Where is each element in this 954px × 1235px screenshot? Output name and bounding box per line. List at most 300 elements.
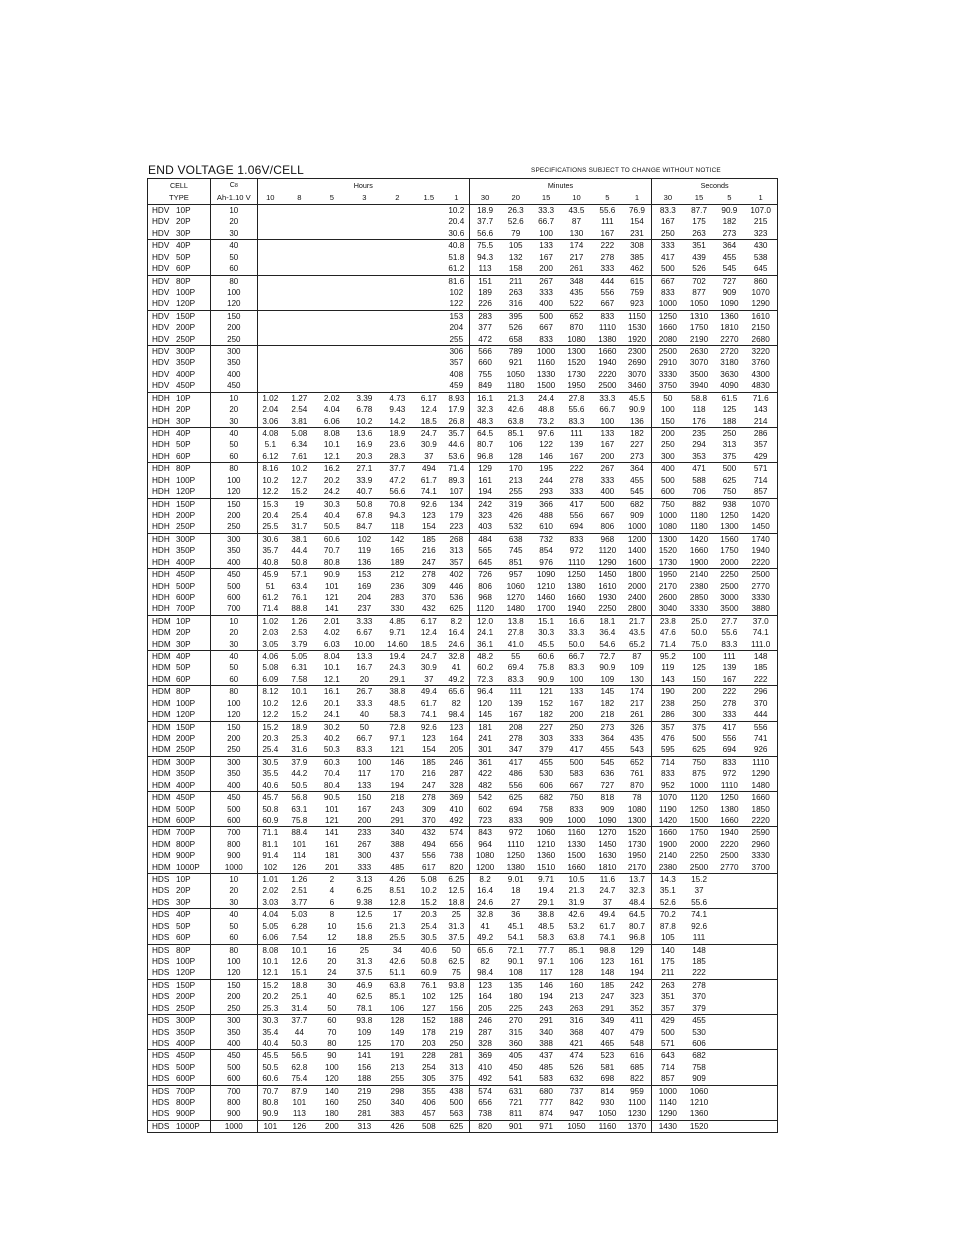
value-cell: 191 bbox=[381, 1050, 414, 1062]
value-cell: 1660 bbox=[652, 322, 684, 333]
value-cell: 500 bbox=[692, 733, 706, 743]
value-cell: 81.1 bbox=[257, 839, 283, 850]
value-cell: 149 bbox=[390, 1027, 405, 1037]
value-cell: 90.9 bbox=[257, 1108, 283, 1120]
cell-model: HDH bbox=[152, 475, 170, 485]
cell-size: 350P bbox=[176, 769, 196, 779]
value-cell: 12.6 bbox=[291, 698, 308, 708]
value-cell: 113 bbox=[292, 1109, 306, 1119]
value-cell: 10.2 bbox=[283, 463, 316, 475]
value-cell: 57.1 bbox=[283, 569, 316, 581]
value-cell: 175 bbox=[692, 217, 706, 227]
table-row bbox=[148, 897, 778, 909]
ah-header: Ah-1.10 V bbox=[210, 192, 257, 205]
value-cell bbox=[381, 263, 414, 275]
value-cell: 185 bbox=[414, 756, 444, 768]
value-cell: 6.12 bbox=[257, 451, 283, 463]
value-cell: 156 bbox=[449, 1003, 464, 1013]
value-cell: 32.8 bbox=[444, 651, 470, 663]
value-cell: 455 bbox=[684, 1015, 715, 1027]
value-cell: 167 bbox=[600, 440, 615, 450]
cell-type bbox=[148, 780, 211, 792]
value-cell: 930 bbox=[600, 1098, 615, 1108]
value-cell: 37 bbox=[424, 451, 434, 461]
value-cell: 70.7 bbox=[257, 1085, 283, 1097]
value-cell bbox=[283, 252, 316, 263]
value-cell: 1950 bbox=[627, 851, 647, 861]
value-cell bbox=[744, 967, 777, 979]
capacity-cell: 400 bbox=[210, 369, 257, 380]
value-cell: 87.9 bbox=[283, 1085, 316, 1097]
value-cell: 556 bbox=[722, 733, 737, 743]
value-cell: 48.5 bbox=[538, 921, 555, 931]
value-cell: 15.2 bbox=[684, 874, 715, 886]
value-cell: 369 bbox=[469, 1050, 500, 1062]
value-cell: 2.03 bbox=[257, 627, 283, 638]
table-row bbox=[148, 252, 778, 263]
value-cell: 759 bbox=[630, 287, 644, 297]
value-cell: 50.5 bbox=[323, 522, 340, 532]
value-cell: 25.3 bbox=[291, 733, 308, 743]
value-cell: 255 bbox=[390, 1074, 405, 1084]
value-cell: 3040 bbox=[652, 603, 684, 615]
value-cell: 129 bbox=[469, 463, 500, 475]
cell-size: 40P bbox=[176, 652, 191, 662]
value-cell: 417 bbox=[652, 252, 684, 263]
value-cell: 25 bbox=[444, 909, 470, 921]
value-cell bbox=[348, 252, 381, 263]
value-cell bbox=[714, 885, 744, 896]
value-cell: 1110 bbox=[744, 756, 777, 768]
cell-model: HDV bbox=[152, 206, 170, 215]
value-cell: 154 bbox=[421, 522, 436, 532]
cell-model: HDS bbox=[152, 1121, 170, 1131]
cell-size: 300P bbox=[176, 1016, 196, 1026]
value-cell: 18 bbox=[511, 886, 521, 896]
value-cell: 617 bbox=[421, 862, 436, 872]
value-cell bbox=[348, 263, 381, 275]
value-cell: 10.1 bbox=[323, 663, 340, 673]
value-cell bbox=[257, 252, 283, 263]
value-cell: 74.1 bbox=[420, 487, 437, 497]
value-cell: 66.7 bbox=[599, 405, 616, 415]
capacity-cell: 30 bbox=[210, 897, 257, 909]
value-cell: 35.7 bbox=[444, 428, 470, 440]
value-cell: 1160 bbox=[537, 358, 555, 368]
value-cell: 8.04 bbox=[316, 651, 348, 663]
value-cell bbox=[744, 1050, 777, 1062]
capacity-cell: 250 bbox=[210, 521, 257, 533]
value-cell: 854 bbox=[539, 546, 553, 556]
value-cell: 80.8 bbox=[323, 557, 340, 567]
hour_cols-col-header: 10 bbox=[257, 192, 283, 205]
capacity-cell: 300 bbox=[210, 346, 257, 358]
value-cell: 255 bbox=[508, 487, 523, 497]
value-cell: 40.4 bbox=[323, 510, 340, 520]
cell-model: HDS bbox=[152, 1003, 170, 1013]
value-cell: 556 bbox=[600, 287, 615, 297]
value-cell bbox=[744, 1097, 777, 1108]
value-cell: 26.7 bbox=[348, 686, 381, 698]
capacity-cell: 20 bbox=[210, 627, 257, 638]
value-cell: 833 bbox=[592, 310, 623, 322]
value-cell: 53.6 bbox=[448, 451, 465, 461]
value-cell: 694 bbox=[722, 745, 737, 755]
value-cell: 203 bbox=[421, 1038, 436, 1048]
value-cell: 300 bbox=[652, 451, 684, 463]
value-cell: 143 bbox=[652, 674, 684, 686]
cell-type bbox=[148, 569, 211, 581]
cell-size: 300P bbox=[176, 347, 196, 357]
value-cell: 170 bbox=[500, 463, 531, 475]
value-cell: 574 bbox=[469, 1085, 500, 1097]
value-cell: 2500 bbox=[720, 581, 739, 591]
value-cell: 3.77 bbox=[291, 897, 308, 907]
value-cell: 30.9 bbox=[420, 440, 437, 450]
value-cell: 2770 bbox=[720, 862, 739, 872]
value-cell: 952 bbox=[652, 780, 684, 792]
value-cell: 182 bbox=[722, 217, 737, 227]
value-cell: 33.9 bbox=[356, 475, 373, 485]
value-cell: 777 bbox=[539, 1098, 553, 1108]
cell-model: HDH bbox=[152, 510, 170, 520]
value-cell: 479 bbox=[630, 1027, 644, 1037]
value-cell: 130 bbox=[630, 674, 644, 684]
value-cell bbox=[414, 287, 444, 298]
value-cell bbox=[348, 346, 381, 358]
value-cell: 328 bbox=[449, 780, 464, 790]
value-cell: 1630 bbox=[598, 851, 617, 861]
type-header: TYPE bbox=[148, 192, 211, 205]
cell-type bbox=[148, 592, 211, 603]
value-cell: 90.9 bbox=[629, 405, 645, 415]
value-cell: 1290 bbox=[751, 299, 770, 309]
value-cell: 4300 bbox=[751, 369, 770, 379]
hour_cols-col-header: 2 bbox=[381, 192, 414, 205]
cell-model: HDS bbox=[152, 1074, 170, 1084]
value-cell: 37.7 bbox=[381, 463, 414, 475]
value-cell: 38.8 bbox=[531, 909, 561, 921]
value-cell: 411 bbox=[623, 1015, 652, 1027]
value-cell: 323 bbox=[753, 228, 768, 238]
value-cell: 80.4 bbox=[323, 780, 340, 790]
value-cell: 121 bbox=[531, 686, 561, 698]
value-cell: 21.3 bbox=[500, 392, 531, 404]
value-cell: 7.61 bbox=[291, 451, 308, 461]
table-row bbox=[148, 744, 778, 756]
cell-type bbox=[148, 451, 211, 463]
value-cell: 313 bbox=[348, 1120, 381, 1132]
value-cell: 247 bbox=[421, 780, 436, 790]
value-cell: 12.4 bbox=[420, 405, 437, 415]
value-cell: 152 bbox=[414, 1015, 444, 1027]
table-row bbox=[148, 979, 778, 991]
value-cell: 200 bbox=[684, 686, 715, 698]
value-cell: 106 bbox=[569, 957, 584, 966]
value-cell: 44.6 bbox=[448, 440, 465, 450]
cell-model: HDV bbox=[152, 241, 170, 251]
capacity-cell: 700 bbox=[210, 1085, 257, 1097]
value-cell: 1180 bbox=[690, 522, 708, 532]
value-cell: 83.3 bbox=[507, 674, 524, 684]
value-cell: 24.7 bbox=[414, 428, 444, 440]
value-cell: 714 bbox=[652, 1062, 684, 1073]
value-cell: 429 bbox=[652, 1015, 684, 1027]
value-cell: 333 bbox=[569, 733, 584, 743]
cell-size: 250P bbox=[176, 522, 196, 532]
value-cell: 16.4 bbox=[469, 885, 500, 896]
value-cell: 31.7 bbox=[291, 522, 308, 532]
value-cell: 98.4 bbox=[469, 967, 500, 979]
value-cell: 1090 bbox=[720, 299, 739, 309]
value-cell: 49.2 bbox=[448, 674, 465, 684]
value-cell: 181 bbox=[469, 721, 500, 733]
value-cell: 32.3 bbox=[469, 404, 500, 415]
value-cell: 188 bbox=[722, 416, 737, 426]
value-cell: 30.6 bbox=[448, 228, 465, 238]
cell-size: 100P bbox=[176, 287, 196, 297]
value-cell: 294 bbox=[692, 440, 706, 450]
table-row bbox=[148, 357, 778, 368]
value-cell: 526 bbox=[569, 1062, 584, 1072]
value-cell: 18.9 bbox=[283, 721, 316, 733]
value-cell: 1460 bbox=[536, 592, 556, 602]
cell-size: 150P bbox=[176, 722, 196, 732]
value-cell: 48.3 bbox=[469, 416, 500, 428]
value-cell: 254 bbox=[421, 1062, 436, 1072]
value-cell: 194 bbox=[469, 486, 500, 498]
value-cell: 72.1 bbox=[500, 944, 531, 956]
value-cell: 58.3 bbox=[538, 933, 555, 943]
value-cell: 205 bbox=[469, 1003, 500, 1015]
cell-model: HDS bbox=[152, 933, 170, 943]
value-cell: 296 bbox=[744, 686, 777, 698]
value-cell: 180 bbox=[325, 1109, 339, 1119]
value-cell: 40.6 bbox=[414, 944, 444, 956]
value-cell: 25.0 bbox=[684, 615, 715, 627]
value-cell: 968 bbox=[469, 592, 500, 603]
value-cell: 268 bbox=[444, 533, 470, 545]
capacity-cell: 400 bbox=[210, 557, 257, 569]
value-cell: 2000 bbox=[689, 839, 709, 849]
cell-size: 250P bbox=[176, 334, 196, 344]
capacity-cell: 40 bbox=[210, 909, 257, 921]
cell-type bbox=[148, 897, 211, 909]
cell-size: 350P bbox=[176, 1027, 196, 1037]
cell-model: HDS bbox=[152, 1109, 170, 1119]
value-cell: 882 bbox=[684, 498, 715, 510]
value-cell: 375 bbox=[449, 1074, 464, 1084]
value-cell: 48.8 bbox=[538, 405, 555, 415]
value-cell: 83.3 bbox=[721, 639, 738, 649]
value-cell bbox=[381, 240, 414, 252]
value-cell: 40.7 bbox=[356, 487, 373, 497]
cell-size: 900P bbox=[176, 1109, 196, 1119]
cell-size: 700P bbox=[176, 604, 196, 614]
cell-type bbox=[148, 815, 211, 827]
value-cell: 750 bbox=[652, 498, 684, 510]
value-cell: 128 bbox=[381, 1015, 414, 1027]
cell-size: 150P bbox=[176, 311, 196, 321]
value-cell: 14.2 bbox=[389, 416, 406, 426]
value-cell: 200 bbox=[652, 428, 684, 440]
value-cell: 3460 bbox=[627, 381, 647, 391]
cell-size: 10P bbox=[176, 875, 191, 885]
value-cell: 76.1 bbox=[414, 979, 444, 991]
cell-type bbox=[148, 392, 211, 404]
value-cell: 571 bbox=[652, 1038, 684, 1050]
value-cell: 2.53 bbox=[291, 628, 308, 638]
value-cell: 174 bbox=[561, 240, 592, 252]
table-row bbox=[148, 1085, 778, 1097]
table-row bbox=[148, 545, 778, 556]
cell-size: 40P bbox=[176, 241, 191, 251]
value-cell: 27.8 bbox=[507, 628, 524, 638]
value-cell: 114 bbox=[292, 851, 306, 861]
value-cell: 370 bbox=[692, 992, 706, 1002]
value-cell: 50.5 bbox=[257, 1062, 283, 1073]
value-cell: 60.6 bbox=[531, 651, 561, 663]
value-cell: 4 bbox=[329, 886, 335, 896]
value-cell: 3070 bbox=[689, 358, 709, 368]
cell-model: HDM bbox=[152, 851, 171, 861]
value-cell: 1730 bbox=[567, 369, 586, 379]
cell-type bbox=[148, 932, 211, 944]
value-cell: 291 bbox=[600, 1003, 615, 1013]
spec-notice: SPECIFICATIONS SUBJECT TO CHANGE WITHOUT NOTICE bbox=[531, 167, 721, 174]
value-cell: 139 bbox=[508, 698, 523, 708]
value-cell: 2250 bbox=[714, 569, 744, 581]
value-cell bbox=[744, 932, 777, 944]
cell-size: 10P bbox=[176, 616, 191, 626]
value-cell bbox=[257, 275, 283, 287]
value-cell: 548 bbox=[630, 1038, 644, 1048]
cell-type bbox=[148, 744, 211, 756]
capacity-cell: 800 bbox=[210, 1097, 257, 1108]
cell-type bbox=[148, 1050, 211, 1062]
value-cell: 91.4 bbox=[257, 850, 283, 861]
value-cell: 150 bbox=[692, 674, 706, 684]
value-cell: 49.4 bbox=[592, 909, 623, 921]
value-cell: 5.03 bbox=[283, 909, 316, 921]
value-cell: 263 bbox=[569, 1003, 584, 1013]
capacity-cell: 100 bbox=[210, 287, 257, 298]
value-cell: 52.6 bbox=[652, 897, 684, 909]
value-cell: 1.02 bbox=[257, 615, 283, 627]
value-cell: 402 bbox=[444, 569, 470, 581]
cell-size: 200P bbox=[176, 323, 196, 333]
value-cell: 70 bbox=[327, 1027, 337, 1037]
capacity-cell: 40 bbox=[210, 651, 257, 663]
value-cell: 1730 bbox=[627, 839, 647, 849]
value-cell: 1100 bbox=[628, 1098, 646, 1108]
value-cell: 111.0 bbox=[751, 639, 771, 649]
value-cell: 2140 bbox=[652, 850, 684, 861]
cell-size: 400P bbox=[176, 369, 196, 379]
value-cell: 24 bbox=[327, 968, 337, 978]
value-cell: 36.4 bbox=[599, 628, 616, 638]
value-cell: 200 bbox=[357, 815, 372, 825]
value-cell: 313 bbox=[449, 1062, 464, 1072]
value-cell: 12.5 bbox=[348, 909, 381, 921]
cell-size: 1000P bbox=[176, 1121, 200, 1131]
value-cell: 152 bbox=[539, 698, 553, 708]
value-cell: 1300 bbox=[652, 533, 684, 545]
table-row bbox=[148, 1073, 778, 1085]
value-cell bbox=[744, 1038, 777, 1050]
value-cell: 430 bbox=[744, 240, 777, 252]
value-cell: 37 bbox=[694, 886, 704, 896]
value-cell: 10.1 bbox=[323, 440, 340, 450]
value-cell: 278 bbox=[684, 979, 715, 991]
value-cell: 545 bbox=[630, 487, 644, 497]
cell-size: 120P bbox=[176, 487, 196, 497]
value-cell: 574 bbox=[444, 827, 470, 839]
value-cell: 360 bbox=[508, 1038, 523, 1048]
value-cell: 218 bbox=[600, 710, 615, 720]
value-cell: 12.1 bbox=[323, 451, 340, 461]
capacity-cell: 20 bbox=[210, 404, 257, 415]
cell-model: HDM bbox=[152, 628, 171, 638]
capacity-cell: 450 bbox=[210, 1050, 257, 1062]
value-cell: 250 bbox=[692, 698, 706, 708]
capacity-cell: 700 bbox=[210, 827, 257, 839]
value-cell: 158 bbox=[508, 264, 523, 274]
table-row bbox=[148, 1027, 778, 1038]
value-cell: 30.2 bbox=[316, 721, 348, 733]
value-cell bbox=[257, 287, 283, 298]
value-cell: 37.7 bbox=[469, 216, 500, 227]
value-cell: 909 bbox=[722, 287, 737, 297]
value-cell: 101 bbox=[257, 1120, 283, 1132]
value-cell: 246 bbox=[469, 1015, 500, 1027]
value-cell: 11.6 bbox=[592, 874, 623, 886]
value-cell: 49.2 bbox=[469, 932, 500, 944]
value-cell: 62.8 bbox=[291, 1062, 308, 1072]
value-cell bbox=[316, 287, 348, 298]
value-cell bbox=[744, 944, 777, 956]
value-cell bbox=[714, 1073, 744, 1085]
value-cell: 63.8 bbox=[568, 933, 585, 943]
value-cell: 1450 bbox=[598, 839, 617, 849]
value-cell bbox=[714, 874, 744, 886]
value-cell: 1000 bbox=[652, 510, 684, 521]
value-cell: 72.7 bbox=[592, 651, 623, 663]
value-cell bbox=[283, 357, 316, 368]
value-cell: 18.8 bbox=[448, 897, 465, 907]
value-cell bbox=[414, 380, 444, 392]
table-row bbox=[148, 967, 778, 979]
value-cell: 2960 bbox=[751, 839, 770, 849]
value-cell: 20 bbox=[359, 674, 369, 684]
value-cell: 30.6 bbox=[257, 533, 283, 545]
cell-size: 100P bbox=[176, 957, 196, 966]
value-cell: 200 bbox=[316, 1120, 348, 1132]
value-cell: 250 bbox=[714, 428, 744, 440]
value-cell: 1080 bbox=[652, 521, 684, 533]
value-cell: 2.54 bbox=[291, 405, 308, 415]
value-cell: 1070 bbox=[652, 792, 684, 804]
value-cell bbox=[714, 1015, 744, 1027]
value-cell: 19.4 bbox=[538, 886, 555, 896]
value-cell: 921 bbox=[508, 358, 523, 368]
cell-size: 80P bbox=[176, 276, 191, 286]
value-cell: 2150 bbox=[751, 323, 770, 333]
value-cell: 15.1 bbox=[531, 615, 561, 627]
cell-size: 20P bbox=[176, 217, 191, 227]
table-row bbox=[148, 510, 778, 521]
value-cell: 545 bbox=[592, 756, 623, 768]
